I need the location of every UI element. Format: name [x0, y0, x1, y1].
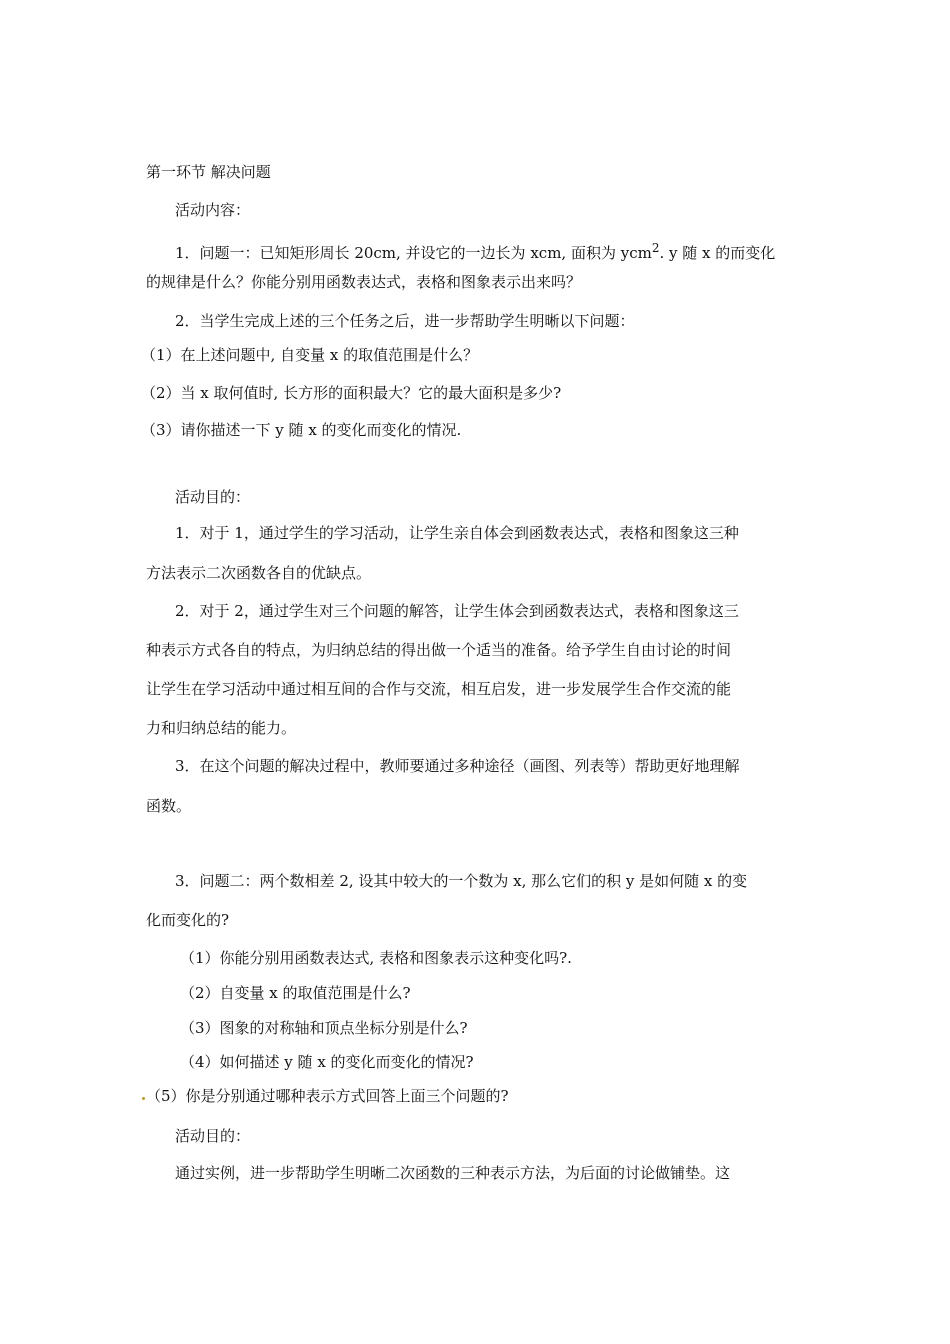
- sub-question-1: （1）在上述问题中, 自变量 x 的取值范围是什么？: [141, 346, 479, 364]
- q1-line-1b: . y 随 x 的而变化: [659, 244, 776, 262]
- purpose-line-3: 2．对于 2，通过学生对三个问题的解答，让学生体会到函数表达式，表格和图象这三: [175, 602, 739, 620]
- q3-line-2: 化而变化的?: [146, 911, 230, 929]
- purpose-line-7: 3．在这个问题的解决过程中，教师要通过多种途径（画图、列表等）帮助更好地理解: [175, 757, 740, 775]
- final-line: 通过实例，进一步帮助学生明晰二次函数的三种表示方法，为后面的讨论做铺垫。这: [175, 1164, 731, 1182]
- q3-line-1: 3．问题二：两个数相差 2, 设其中较大的一个数为 x, 那么它们的积 y 是如何随 x 的变: [175, 872, 748, 890]
- q1-line-2: 的规律是什么？你能分别用函数表达式，表格和图象表示出来吗？: [146, 273, 582, 291]
- purpose-line-4: 种表示方式各自的特点，为归纳总结的得出做一个适当的准备。给予学生自由讨论的时间: [146, 641, 732, 659]
- q1-line-1a: 1．问题一：已知矩形周长 20cm, 并设它的一边长为 xcm, 面积为 ycm: [175, 244, 652, 262]
- sub-question-2: （2）当 x 取何值时, 长方形的面积最大？它的最大面积是多少?: [141, 384, 562, 402]
- q3-sub-3: （3）图象的对称轴和顶点坐标分别是什么?: [180, 1019, 468, 1037]
- purpose-line-6: 力和归纳总结的能力。: [146, 719, 297, 737]
- q3-sub-5: [141, 1086, 509, 1106]
- activity-purpose-label-2: 活动目的：: [175, 1127, 251, 1145]
- purpose-line-2: 方法表示二次函数各自的优缺点。: [146, 564, 372, 582]
- q3-sub-2: （2）自变量 x 的取值范围是什么?: [180, 984, 411, 1002]
- purpose-line-5: 让学生在学习活动中通过相互间的合作与交流，相互启发，进一步发展学生合作交流的能: [146, 680, 732, 698]
- q3-sub-1: （1）你能分别用函数表达式, 表格和图象表示这种变化吗?.: [180, 949, 572, 967]
- activity-content-label: 活动内容：: [175, 201, 251, 219]
- section-title: 第一环节 解决问题: [146, 163, 271, 181]
- purpose-line-1: 1．对于 1，通过学生的学习活动，让学生亲自体会到函数表达式，表格和图象这三种: [175, 524, 739, 542]
- q3-sub-4: （4）如何描述 y 随 x 的变化而变化的情况?: [180, 1053, 474, 1071]
- q1-superscript: 2: [651, 241, 660, 255]
- marker-dot: [142, 1097, 145, 1100]
- q1-line-1: [175, 238, 775, 263]
- q3-sub-5-text: （5）你是分别通过哪种表示方式回答上面三个问题的?: [146, 1087, 509, 1105]
- purpose-line-8: 函数。: [146, 797, 192, 815]
- sub-question-3: （3）请你描述一下 y 随 x 的变化而变化的情况.: [141, 421, 462, 439]
- activity-purpose-label: 活动目的：: [175, 488, 251, 506]
- q2-intro: 2．当学生完成上述的三个任务之后，进一步帮助学生明晰以下问题：: [175, 312, 635, 330]
